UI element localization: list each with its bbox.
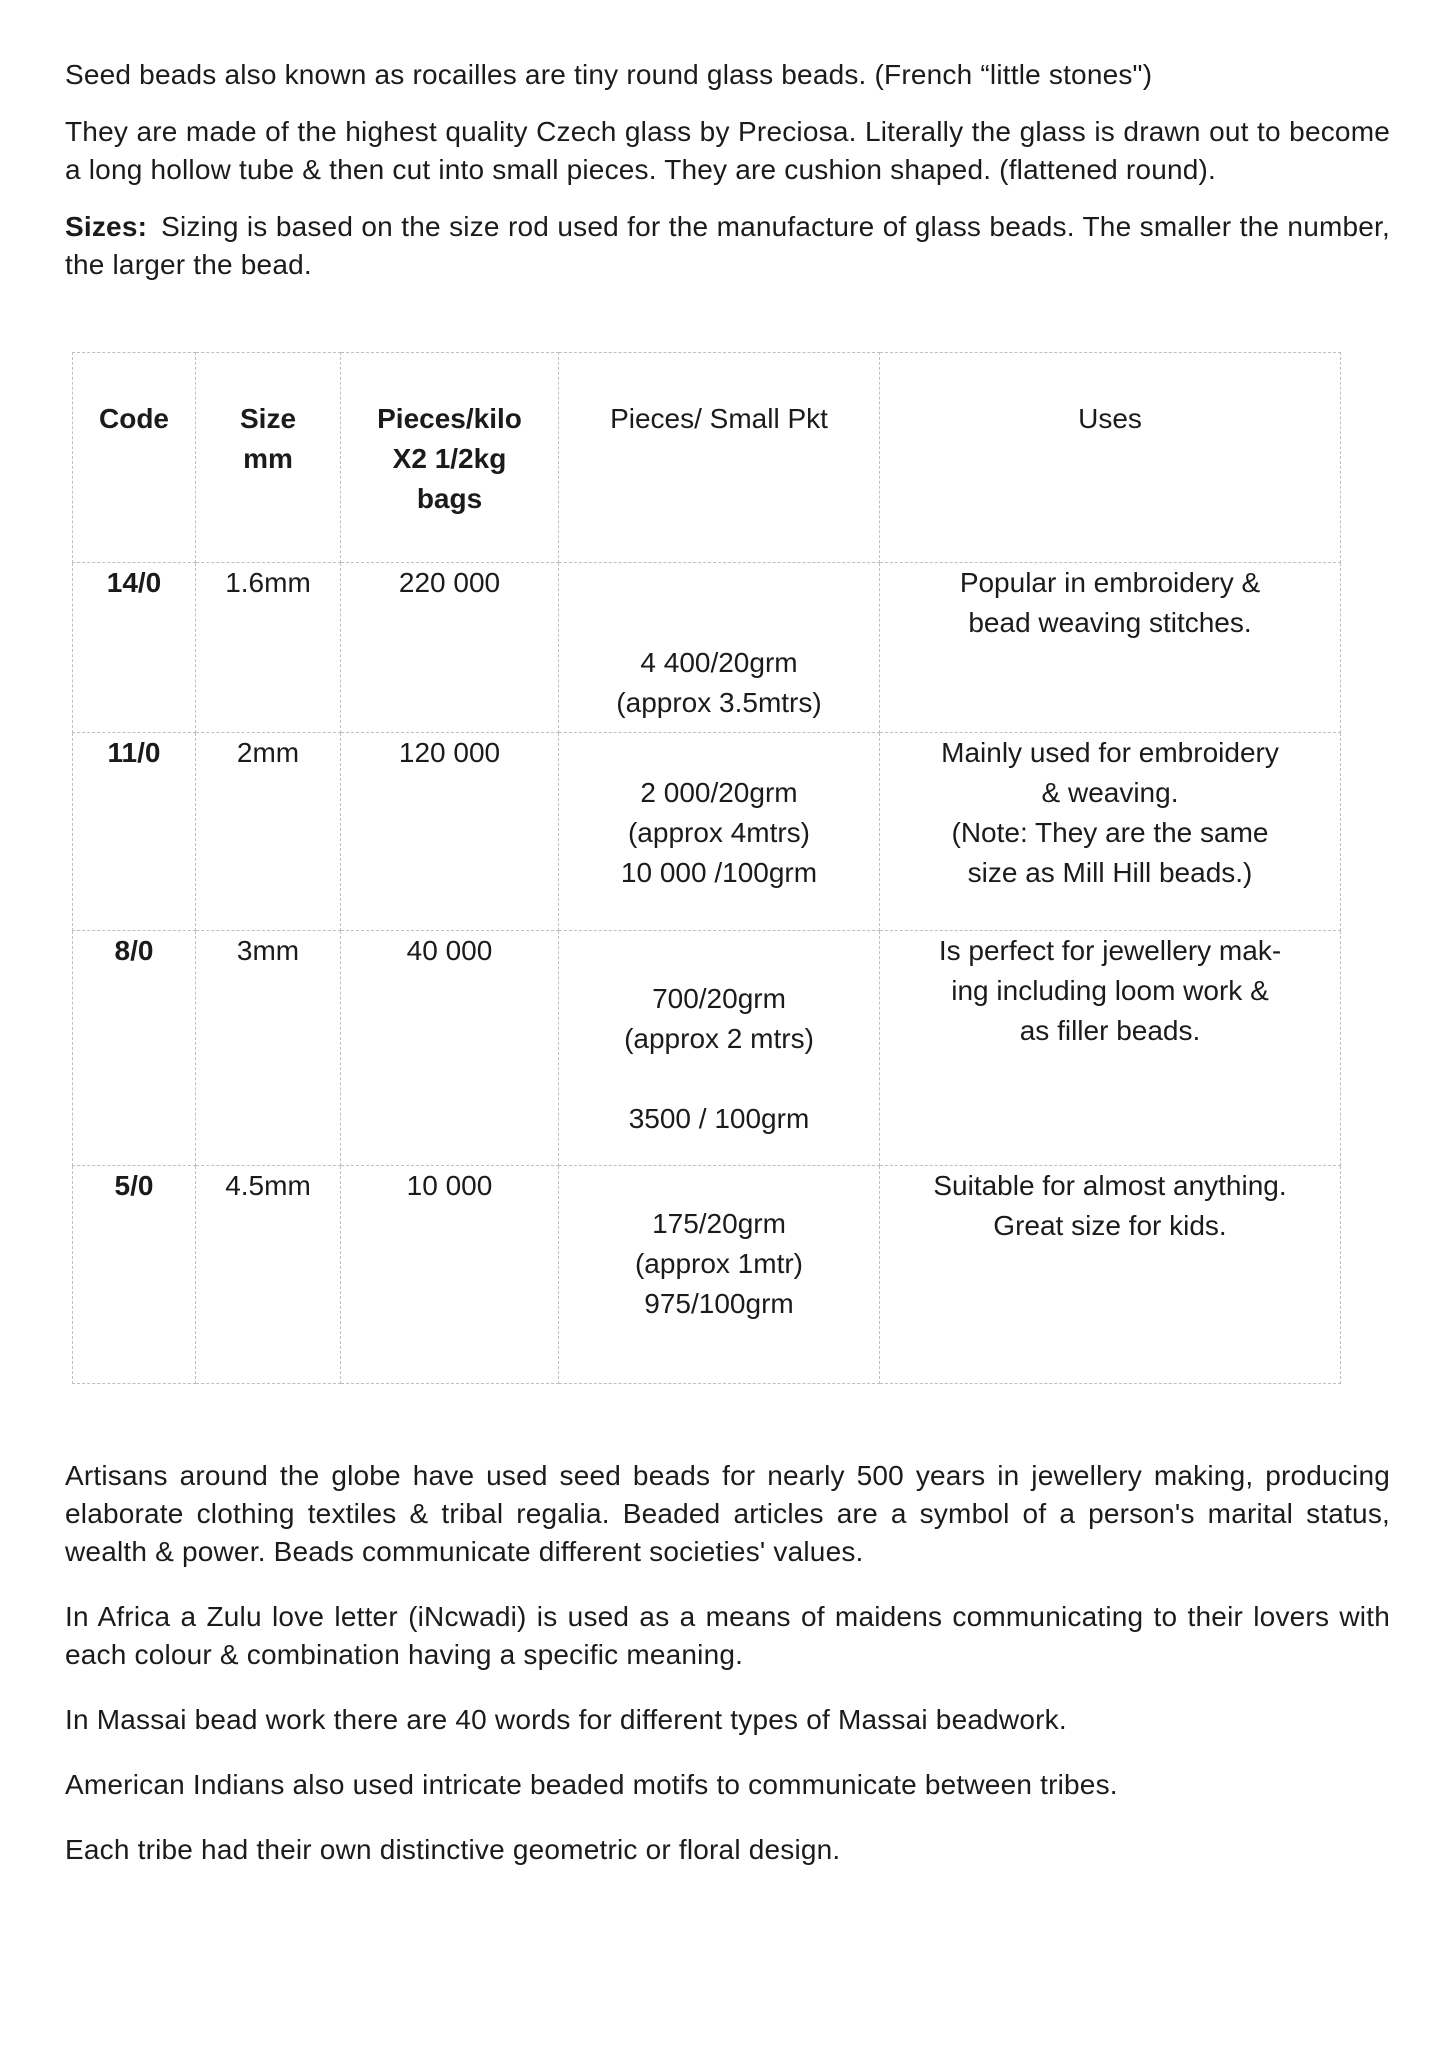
cell-line: 975/100grm — [644, 1288, 794, 1319]
cell-uses — [880, 931, 1341, 1166]
cell-line: & weaving. — [1041, 777, 1179, 808]
table-row — [73, 563, 1341, 733]
cell-line: bead weaving stitches. — [968, 607, 1252, 638]
header-uses: Uses — [880, 353, 1341, 563]
header-pieces-line: bags — [416, 483, 483, 514]
cell-line: 4 400/20grm — [640, 647, 798, 678]
cell-line: 2 000/20grm — [640, 777, 798, 808]
cell-uses — [880, 563, 1341, 733]
cell-line: 3500 / 100grm — [628, 1103, 810, 1134]
cell-code: 8/0 — [73, 931, 196, 1166]
cell-code: 5/0 — [73, 1166, 196, 1384]
cell-uses — [880, 733, 1341, 931]
cell-size: 4.5mm — [196, 1166, 341, 1384]
uses-lines — [886, 733, 1334, 893]
table-row — [73, 1166, 1341, 1384]
uses-lines — [886, 1166, 1334, 1246]
bead-size-table — [72, 352, 1341, 1384]
pkt-lines — [565, 979, 873, 1139]
cell-small-pkt — [559, 1166, 880, 1384]
cell-line: 175/20grm — [652, 1208, 786, 1239]
pkt-lines — [565, 1204, 873, 1324]
cell-pieces: 40 000 — [341, 931, 559, 1166]
cell-code: 11/0 — [73, 733, 196, 931]
cell-size: 2mm — [196, 733, 341, 931]
cell-line — [565, 1059, 873, 1099]
american-indians-paragraph: American Indians also used intricate beaded motifs to communicate between tribes. — [65, 1769, 1118, 1800]
intro-paragraph: Seed beads also known as rocailles are tiny round glass beads. (French “little stones") — [65, 59, 1153, 90]
cell-line: (approx 4mtrs) — [627, 817, 811, 848]
sizes-text: Sizing is based on the size rod used for the manufacture of glass beads. The smaller the number, the larger the bead. — [65, 211, 1390, 280]
cell-pieces: 220 000 — [341, 563, 559, 733]
table-body — [73, 563, 1341, 1384]
manufacture-paragraph: They are made of the highest quality Czech glass by Preciosa. Literally the glass is drawn out to become a long hollow tube & then cut into small pieces. They are cushion shaped. (flattened round). — [65, 116, 1390, 185]
cell-line: (Note: They are the same — [951, 817, 1269, 848]
uses-lines — [886, 931, 1334, 1051]
tribe-design-paragraph: Each tribe had their own distinctive geometric or floral design. — [65, 1834, 841, 1865]
header-code: Code — [73, 353, 196, 563]
cell-line: as filler beads. — [1019, 1015, 1201, 1046]
cell-size: 1.6mm — [196, 563, 341, 733]
cell-line: size as Mill Hill beads.) — [967, 857, 1253, 888]
cell-small-pkt — [559, 563, 880, 733]
artisans-paragraph: Artisans around the globe have used seed beads for nearly 500 years in jewellery making, producing elaborate clothing textiles & tribal regalia. Beaded articles are a symbol of a person's marital status, wealth & power. Beads communicate different societies' values. — [65, 1460, 1390, 1567]
cell-small-pkt — [559, 931, 880, 1166]
header-size — [196, 353, 341, 563]
massai-paragraph: In Massai bead work there are 40 words for different types of Massai beadwork. — [65, 1704, 1067, 1735]
cell-line: Mainly used for embroidery — [941, 737, 1279, 768]
cell-uses — [880, 1166, 1341, 1384]
table-row — [73, 733, 1341, 931]
header-size-line: Size — [239, 403, 297, 434]
header-pieces-line: Pieces/kilo — [377, 403, 522, 434]
pkt-lines — [565, 643, 873, 723]
cell-line: 10 000 /100grm — [620, 857, 818, 888]
cell-line: Great size for kids. — [993, 1210, 1227, 1241]
cell-pieces: 10 000 — [341, 1166, 559, 1384]
cell-line: (approx 2 mtrs) — [624, 1023, 814, 1054]
cell-line: 700/20grm — [652, 983, 786, 1014]
cell-code: 14/0 — [73, 563, 196, 733]
cell-line: Popular in embroidery & — [959, 567, 1261, 598]
header-small-pkt: Pieces/ Small Pkt — [559, 353, 880, 563]
sizes-label: Sizes: — [65, 211, 148, 242]
pkt-lines — [565, 773, 873, 893]
sizes-paragraph — [65, 208, 1390, 284]
cell-line: (approx 3.5mtrs) — [616, 687, 822, 718]
header-pieces-line: X2 1/2kg — [392, 443, 507, 474]
table-row — [73, 931, 1341, 1166]
cell-pieces: 120 000 — [341, 733, 559, 931]
uses-lines — [886, 563, 1334, 643]
cell-line: Suitable for almost anything. — [933, 1170, 1287, 1201]
cell-size: 3mm — [196, 931, 341, 1166]
header-size-line: mm — [243, 443, 293, 474]
cell-line: ing including loom work & — [951, 975, 1269, 1006]
header-pieces-kilo — [341, 353, 559, 563]
cell-line: Is perfect for jewellery mak- — [938, 935, 1282, 966]
zulu-paragraph: In Africa a Zulu love letter (iNcwadi) is used as a means of maidens communicating to their lovers with each colour & combination having a specific meaning. — [65, 1601, 1390, 1670]
cell-line: (approx 1mtr) — [634, 1248, 804, 1279]
table-header-row — [73, 353, 1341, 563]
cell-small-pkt — [559, 733, 880, 931]
